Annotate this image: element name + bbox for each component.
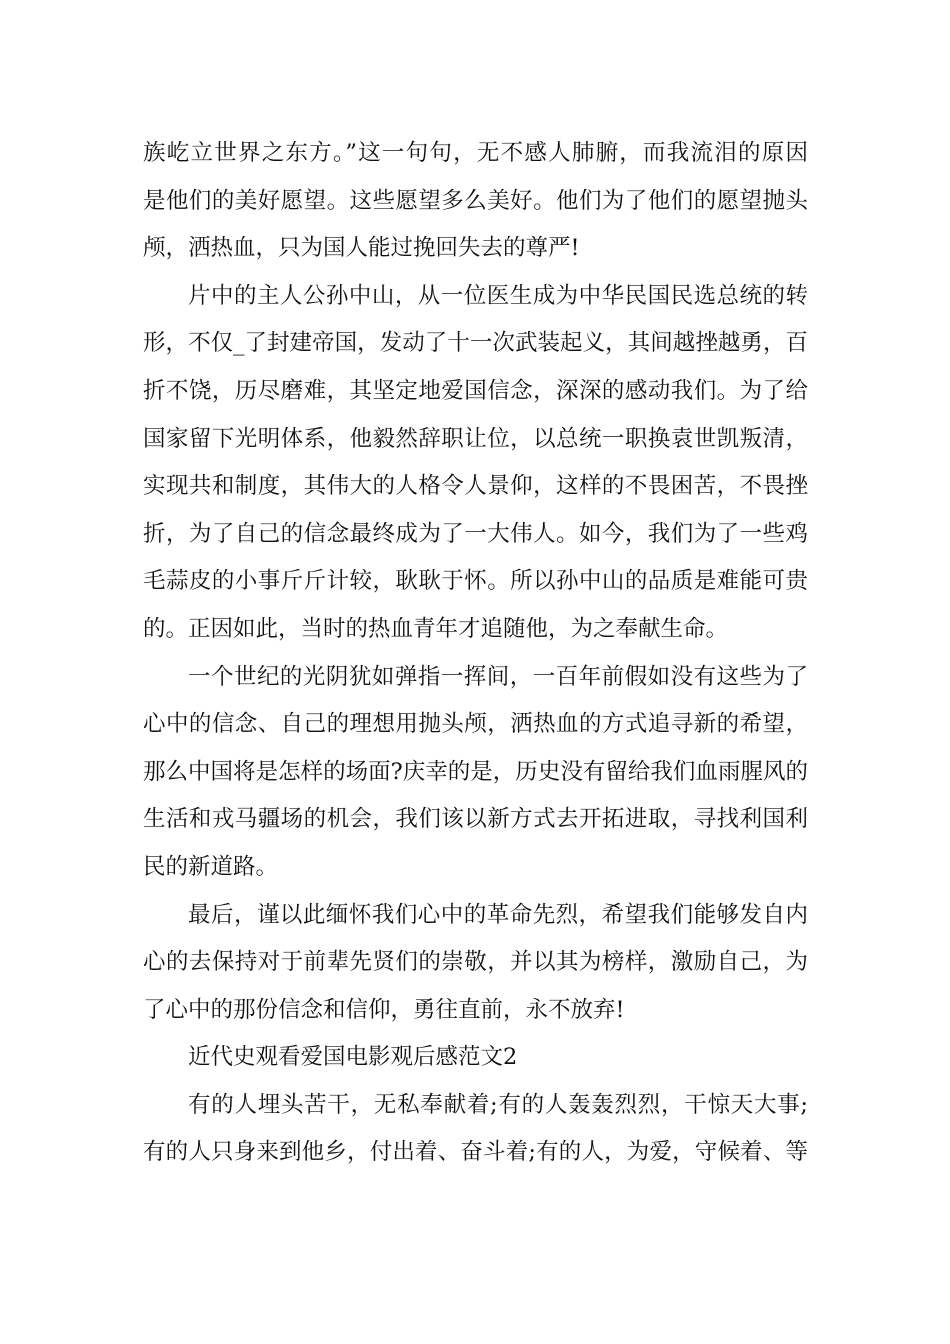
text-line: 有的人埋头苦干，无私奉献着;有的人轰轰烈烈，干惊天大事; xyxy=(188,1091,808,1118)
text-line: 的。正因如此，当时的热血青年才追随他，为之奉献生命。 xyxy=(143,615,729,642)
text-line: 片中的主人公孙中山，从一位医生成为中华民国民选总统的转 xyxy=(188,282,808,309)
text-line: 颅，洒热血，只为国人能过挽回失去的尊严! xyxy=(143,235,580,262)
article-body xyxy=(143,130,808,1177)
text-line: 毛蒜皮的小事斤斤计较，耿耿于怀。所以孙中山的品质是难能可贵 xyxy=(143,568,808,595)
text-line: 心中的信念、自己的理想用抛头颅，洒热血的方式追寻新的希望， xyxy=(143,711,808,738)
text-line: 实现共和制度，其伟大的人格令人景仰，这样的不畏困苦，不畏挫 xyxy=(143,473,808,500)
text-line: 族屹立世界之东方。”这一句句，无不感人肺腑，而我流泪的原因 xyxy=(143,140,808,166)
text-line: 民的新道路。 xyxy=(143,853,279,880)
text-line: 一个世纪的光阴犹如弹指一挥间，一百年前假如没有这些为了 xyxy=(188,663,808,690)
text-line: 折，为了自己的信念最终成为了一大伟人。如今，我们为了一些鸡 xyxy=(143,520,808,547)
section-heading: 近代史观看爱国电影观后感范文2 xyxy=(188,1044,518,1071)
text-line: 形，不仅_了封建帝国，发动了十一次武装起义，其间越挫越勇，百 xyxy=(143,330,808,357)
text-line: 国家留下光明体系，他毅然辞职让位，以总统一职换袁世凯叛清， xyxy=(143,425,808,452)
text-line: 是他们的美好愿望。这些愿望多么美好。他们为了他们的愿望抛头 xyxy=(143,187,808,214)
text-line: 了心中的那份信念和信仰，勇往直前，永不放弃! xyxy=(143,996,625,1023)
text-line: 折不饶，历尽磨难，其坚定地爱国信念，深深的感动我们。为了给 xyxy=(143,377,808,404)
text-line: 最后，谨以此缅怀我们心中的革命先烈，希望我们能够发自内 xyxy=(188,901,808,928)
text-line: 那么中国将是怎样的场面?庆幸的是，历史没有留给我们血雨腥风的 xyxy=(143,758,808,785)
text-line: 心的去保持对于前辈先贤们的崇敬，并以其为榜样，激励自己，为 xyxy=(143,949,808,976)
text-line: 有的人只身来到他乡，付出着、奋斗着;有的人，为爱，守候着、等 xyxy=(143,1139,808,1166)
text-line: 生活和戎马疆场的机会，我们该以新方式去开拓进取，寻找利国利 xyxy=(143,806,808,833)
